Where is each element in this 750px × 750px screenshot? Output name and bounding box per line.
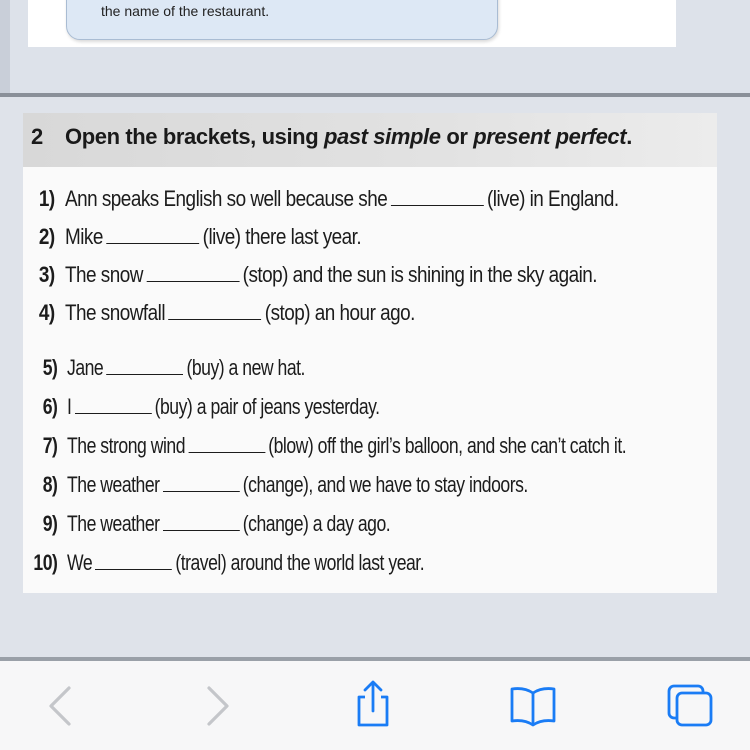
answer-blank xyxy=(75,397,152,414)
exercise-header xyxy=(23,113,717,167)
open-book-icon xyxy=(508,683,558,729)
share-icon xyxy=(350,679,396,729)
item-number: 7) xyxy=(42,433,58,458)
item-text-after: (change) a day ago. xyxy=(242,511,391,536)
forward-button[interactable] xyxy=(194,683,240,729)
exercise-item xyxy=(33,550,425,576)
exercise-item xyxy=(38,224,362,250)
exercise-item xyxy=(38,300,415,326)
item-text-after: (live) in England. xyxy=(486,186,619,211)
item-text-after: (stop) and the sun is shining in the sky again. xyxy=(242,262,598,287)
previous-info-box xyxy=(66,0,498,40)
item-text-before: Jane xyxy=(67,355,104,380)
browser-toolbar xyxy=(0,661,750,750)
item-number: 2) xyxy=(38,224,55,249)
item-number: 3) xyxy=(38,262,55,287)
tense-past-simple: past simple xyxy=(323,124,441,149)
worksheet xyxy=(23,113,717,593)
item-number: 1) xyxy=(38,186,55,211)
exercise-instruction: Open the brackets, using past simple or present perfect. xyxy=(65,124,632,149)
back-button[interactable] xyxy=(38,683,84,729)
exercise-item xyxy=(42,394,380,420)
chevron-right-icon xyxy=(194,683,240,729)
item-text-after: (stop) an hour ago. xyxy=(264,300,415,325)
answer-blank xyxy=(106,358,183,375)
item-text-after: (buy) a pair of jeans yesterday. xyxy=(154,394,380,419)
item-text-before: The snowfall xyxy=(65,300,166,325)
item-text-before: Mike xyxy=(65,224,103,249)
item-text-before: The weather xyxy=(67,472,160,497)
answer-blank xyxy=(95,553,172,570)
item-number: 5) xyxy=(42,355,58,380)
exercise-item xyxy=(42,511,391,537)
tabs-button[interactable] xyxy=(666,683,712,729)
item-text-before: I xyxy=(67,394,72,419)
item-text-before: The weather xyxy=(67,511,160,536)
answer-blank xyxy=(163,514,240,531)
page-edge xyxy=(0,0,10,95)
item-number: 6) xyxy=(42,394,58,419)
answer-blank xyxy=(146,265,239,282)
document-area xyxy=(0,97,750,657)
answer-blank xyxy=(106,227,199,244)
item-text-after: (live) there last year. xyxy=(202,224,362,249)
exercise-item xyxy=(42,433,627,459)
item-text-before: The snow xyxy=(65,262,143,287)
exercise-item xyxy=(42,355,305,381)
share-button[interactable] xyxy=(350,679,396,725)
exercise-number: 2 xyxy=(31,124,44,149)
tabs-icon xyxy=(666,683,716,729)
item-text-after: (buy) a new hat. xyxy=(186,355,305,380)
answer-blank xyxy=(391,189,484,206)
exercise-item xyxy=(38,186,619,212)
item-number: 10) xyxy=(33,550,58,575)
bookmarks-button[interactable] xyxy=(508,683,554,729)
answer-blank xyxy=(163,475,240,492)
previous-caption: the name of the restaurant. xyxy=(101,3,270,19)
item-text-before: The strong wind xyxy=(67,433,186,458)
answer-blank xyxy=(168,303,261,320)
item-text-before: Ann speaks English so well because she xyxy=(65,186,388,211)
item-text-after: (travel) around the world last year. xyxy=(175,550,425,575)
exercise-item xyxy=(42,472,528,498)
tense-present-perfect: present perfect xyxy=(473,124,627,149)
item-number: 4) xyxy=(38,300,55,325)
previous-page-area xyxy=(0,0,750,95)
item-number: 8) xyxy=(42,472,58,497)
chevron-left-icon xyxy=(38,683,84,729)
item-text-after: (blow) off the girl’s balloon, and she can’t catch it. xyxy=(268,433,627,458)
item-text-after: (change), and we have to stay indoors. xyxy=(242,472,528,497)
exercise-item xyxy=(38,262,598,288)
previous-page xyxy=(28,0,676,47)
answer-blank xyxy=(188,436,265,453)
item-number: 9) xyxy=(42,511,58,536)
item-text-before: We xyxy=(67,550,93,575)
